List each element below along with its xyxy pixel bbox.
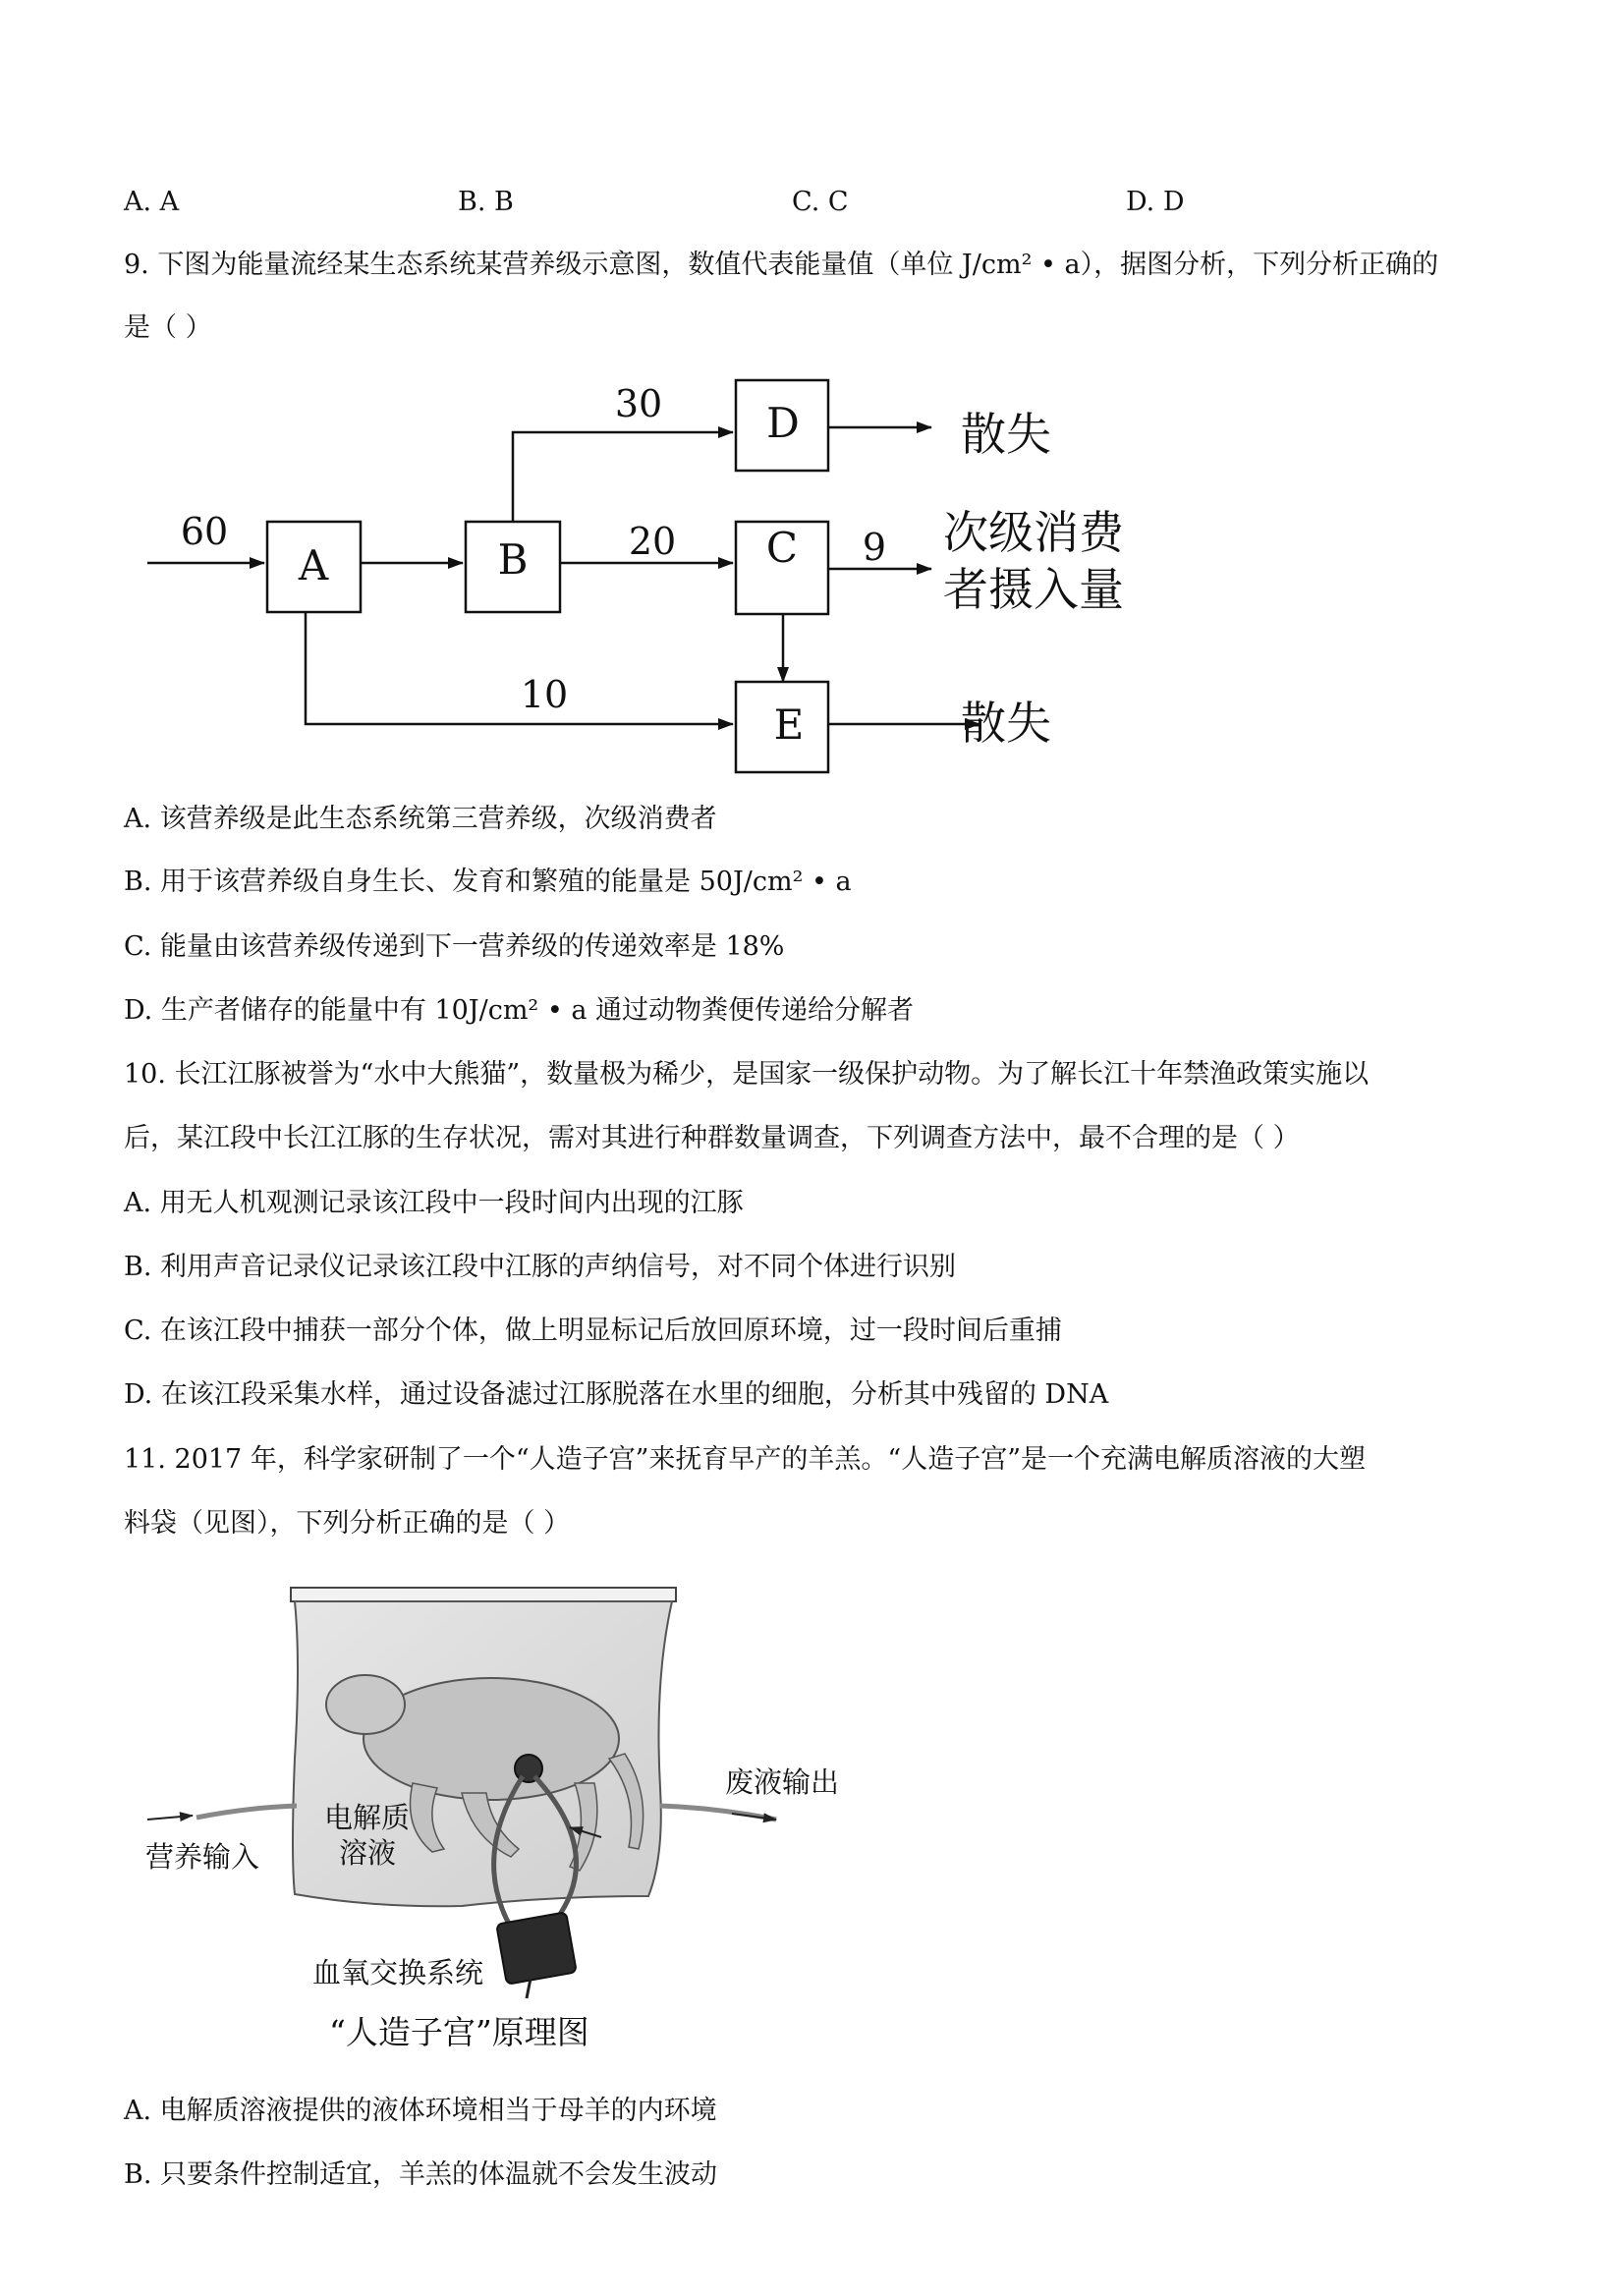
q10-stem-line2: 后，某江段中长江江豚的生存状况，需对其进行种群数量调查，下列调查方法中，最不合理的是（ ） bbox=[124, 1123, 1300, 1153]
value-input: 60 bbox=[180, 510, 229, 553]
box-b-label: B bbox=[497, 535, 529, 584]
oxygen-exchange-unit bbox=[496, 1912, 577, 1985]
q9-energy-diagram bbox=[0, 0, 1623, 806]
bag-top-bar bbox=[291, 1588, 676, 1601]
q9-stem-line1: 9. 下图为能量流经某生态系统某营养级示意图，数值代表能量值（单位 J/cm² • a），据图分析，下列分析正确的 bbox=[124, 250, 1439, 280]
label-next-line1: 次级消费 bbox=[943, 506, 1124, 559]
label-exchange-system: 血氧交换系统 bbox=[312, 1956, 484, 1989]
nutrient-arrow bbox=[147, 1816, 193, 1820]
label-waste-output: 废液输出 bbox=[725, 1765, 840, 1799]
label-loss-top: 散失 bbox=[961, 408, 1051, 461]
q10-option-c: C. 在该江段中捕获一部分个体，做上明显标记后放回原环境，过一段时间后重捕 bbox=[124, 1316, 1062, 1346]
label-electrolyte-2: 溶液 bbox=[339, 1836, 397, 1870]
q9-option-a: A. 该营养级是此生态系统第三营养级，次级消费者 bbox=[124, 804, 717, 834]
value-b-d: 30 bbox=[614, 382, 663, 425]
label-electrolyte-1: 电解质 bbox=[324, 1801, 411, 1834]
q11-option-b: B. 只要条件控制适宜，羊羔的体温就不会发生波动 bbox=[124, 2159, 718, 2190]
label-nutrient-input: 营养输入 bbox=[145, 1840, 260, 1874]
q10-stem-line1: 10. 长江江豚被誉为“水中大熊猫”，数量极为稀少，是国家一级保护动物。为了解长江十年禁渔政策实施以 bbox=[124, 1059, 1370, 1090]
q8-option-c: C. C bbox=[792, 187, 849, 217]
q10-option-b: B. 利用声音记录仪记录该江段中江豚的声纳信号，对不同个体进行识别 bbox=[124, 1252, 957, 1282]
box-a-label: A bbox=[298, 541, 329, 589]
q11-stem-line1: 11. 2017 年，科学家研制了一个“人造子宫”来抚育早产的羊羔。“人造子宫”是一个充满电解质溶液的大塑 bbox=[124, 1444, 1367, 1475]
arrow-a-e bbox=[306, 612, 733, 724]
value-c-out: 9 bbox=[862, 526, 887, 569]
q8-option-d: D. D bbox=[1126, 187, 1185, 217]
value-b-c: 20 bbox=[628, 520, 677, 563]
q11-artificial-womb-figure bbox=[0, 1562, 1623, 2083]
q10-option-d: D. 在该江段采集水样，通过设备滤过江豚脱落在水里的细胞，分析其中残留的 DNA bbox=[124, 1379, 1109, 1410]
q10-option-a: A. 用无人机观测记录该江段中一段时间内出现的江豚 bbox=[124, 1188, 744, 1218]
box-c-label: C bbox=[765, 524, 799, 572]
q9-option-d: D. 生产者储存的能量中有 10J/cm² • a 通过动物粪便传递给分解者 bbox=[124, 995, 915, 1026]
figure-caption: “人造子宫”原理图 bbox=[329, 2013, 589, 2051]
q9-option-c: C. 能量由该营养级传递到下一营养级的传递效率是 18% bbox=[124, 931, 785, 962]
q8-option-b: B. B bbox=[458, 187, 514, 217]
label-next-line2: 者摄入量 bbox=[943, 563, 1124, 616]
value-a-e: 10 bbox=[520, 673, 569, 716]
arrow-b-d bbox=[513, 432, 733, 521]
q11-stem-line2: 料袋（见图），下列分析正确的是（ ） bbox=[124, 1508, 571, 1539]
q8-option-a: A. A bbox=[124, 187, 180, 217]
box-e-label: E bbox=[773, 700, 805, 749]
q11-option-a: A. 电解质溶液提供的液体环境相当于母羊的内环境 bbox=[124, 2096, 717, 2126]
box-d-label: D bbox=[766, 399, 800, 447]
q9-stem-line2: 是（ ） bbox=[124, 312, 212, 343]
nutrient-tube bbox=[196, 1806, 297, 1818]
q9-option-b: B. 用于该营养级自身生长、发育和繁殖的能量是 50J/cm² • a bbox=[124, 867, 852, 897]
label-loss-bottom: 散失 bbox=[961, 697, 1051, 750]
